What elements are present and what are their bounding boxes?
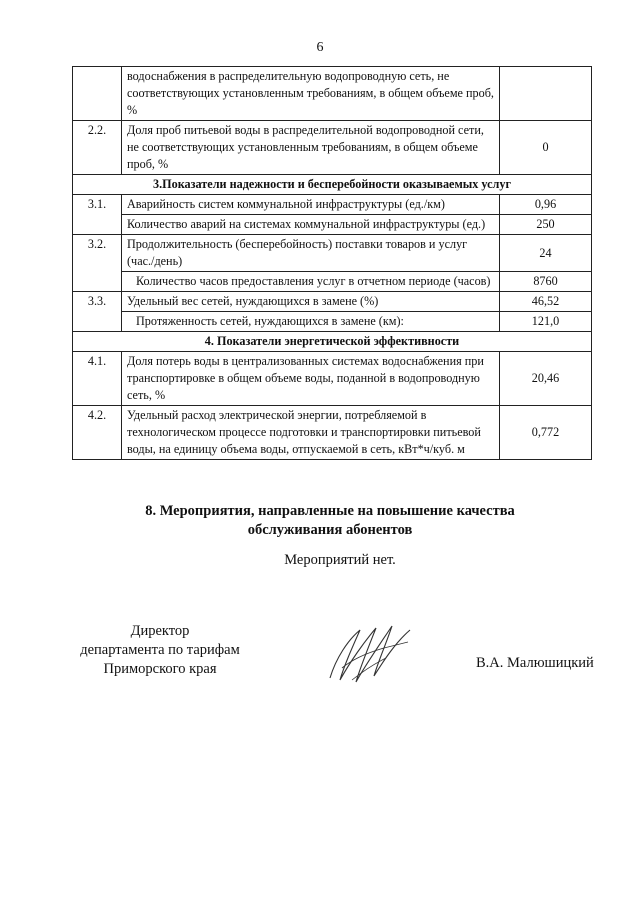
signatory-title (40, 622, 280, 679)
table-row (73, 292, 592, 312)
row-description: Доля проб питьевой воды в распределительной водопроводной сети, не соответствующих установленным требованиям, в общем объеме проб, % (122, 121, 500, 175)
row-number (73, 67, 122, 121)
row-number: 3.3. (73, 292, 122, 332)
signatory-name: В.А. Малюшицкий (476, 655, 594, 671)
table-row (73, 195, 592, 215)
section-8-heading-line2: обслуживания абонентов (247, 522, 413, 538)
row-value: 8760 (500, 272, 592, 292)
row-description: Удельный расход электрической энергии, потребляемой в технологическом процессе подготовки и транспортировки питьевой воды, на единицу объема воды, отпускаемой в сеть, кВт*ч/куб. м (122, 406, 500, 460)
signatory-title-line1: Директор (130, 623, 190, 639)
row-number: 2.2. (73, 121, 122, 175)
row-description: Аварийность систем коммунальной инфраструктуры (ед./км) (122, 195, 500, 215)
row-description: Удельный вес сетей, нуждающихся в замене (%) (122, 292, 500, 312)
table-row (73, 406, 592, 460)
row-value: 46,52 (500, 292, 592, 312)
row-description: Продолжительность (бесперебойность) поставки товаров и услуг (час./день) (122, 235, 500, 272)
row-number: 3.1. (73, 195, 122, 235)
table-row (73, 215, 592, 235)
section-4-title: 4. Показатели энергетической эффективности (73, 332, 592, 352)
section-row (73, 175, 592, 195)
row-description: водоснабжения в распределительную водопроводную сеть, не соответствующих установленным требованиям, в общем объеме проб, % (122, 67, 500, 121)
row-value: 0 (500, 121, 592, 175)
handwritten-signature (322, 618, 418, 688)
section-3-title: 3.Показатели надежности и бесперебойности оказываемых услуг (73, 175, 592, 195)
section-8-heading (60, 502, 600, 540)
section-8-heading-line1: 8. Мероприятия, направленные на повышение качества (145, 503, 515, 519)
row-number: 4.1. (73, 352, 122, 406)
row-value: 0,772 (500, 406, 592, 460)
page-number: 6 (316, 40, 324, 55)
row-description: Количество аварий на системах коммунальной инфраструктуры (ед.) (122, 215, 500, 235)
row-number: 3.2. (73, 235, 122, 292)
table-row (73, 67, 592, 121)
row-description: Протяженность сетей, нуждающихся в замене (км): (122, 312, 500, 332)
row-description: Количество часов предоставления услуг в отчетном периоде (часов) (122, 272, 500, 292)
table-row (73, 272, 592, 292)
signatory-title-line3: Приморского края (103, 661, 217, 677)
no-measures-note: Мероприятий нет. (284, 552, 396, 568)
row-number: 4.2. (73, 406, 122, 460)
row-description: Доля потерь воды в централизованных системах водоснабжения при транспортировке в общем объеме воды, поданной в водопроводную сеть, % (122, 352, 500, 406)
row-value: 121,0 (500, 312, 592, 332)
section-row (73, 332, 592, 352)
row-value (500, 67, 592, 121)
indicators-table (72, 66, 592, 460)
signatory-title-line2: департамента по тарифам (80, 642, 240, 658)
row-value: 20,46 (500, 352, 592, 406)
table-row (73, 352, 592, 406)
table-row (73, 312, 592, 332)
row-value: 0,96 (500, 195, 592, 215)
row-value: 24 (500, 235, 592, 272)
row-value: 250 (500, 215, 592, 235)
table-row (73, 235, 592, 272)
table-row (73, 121, 592, 175)
